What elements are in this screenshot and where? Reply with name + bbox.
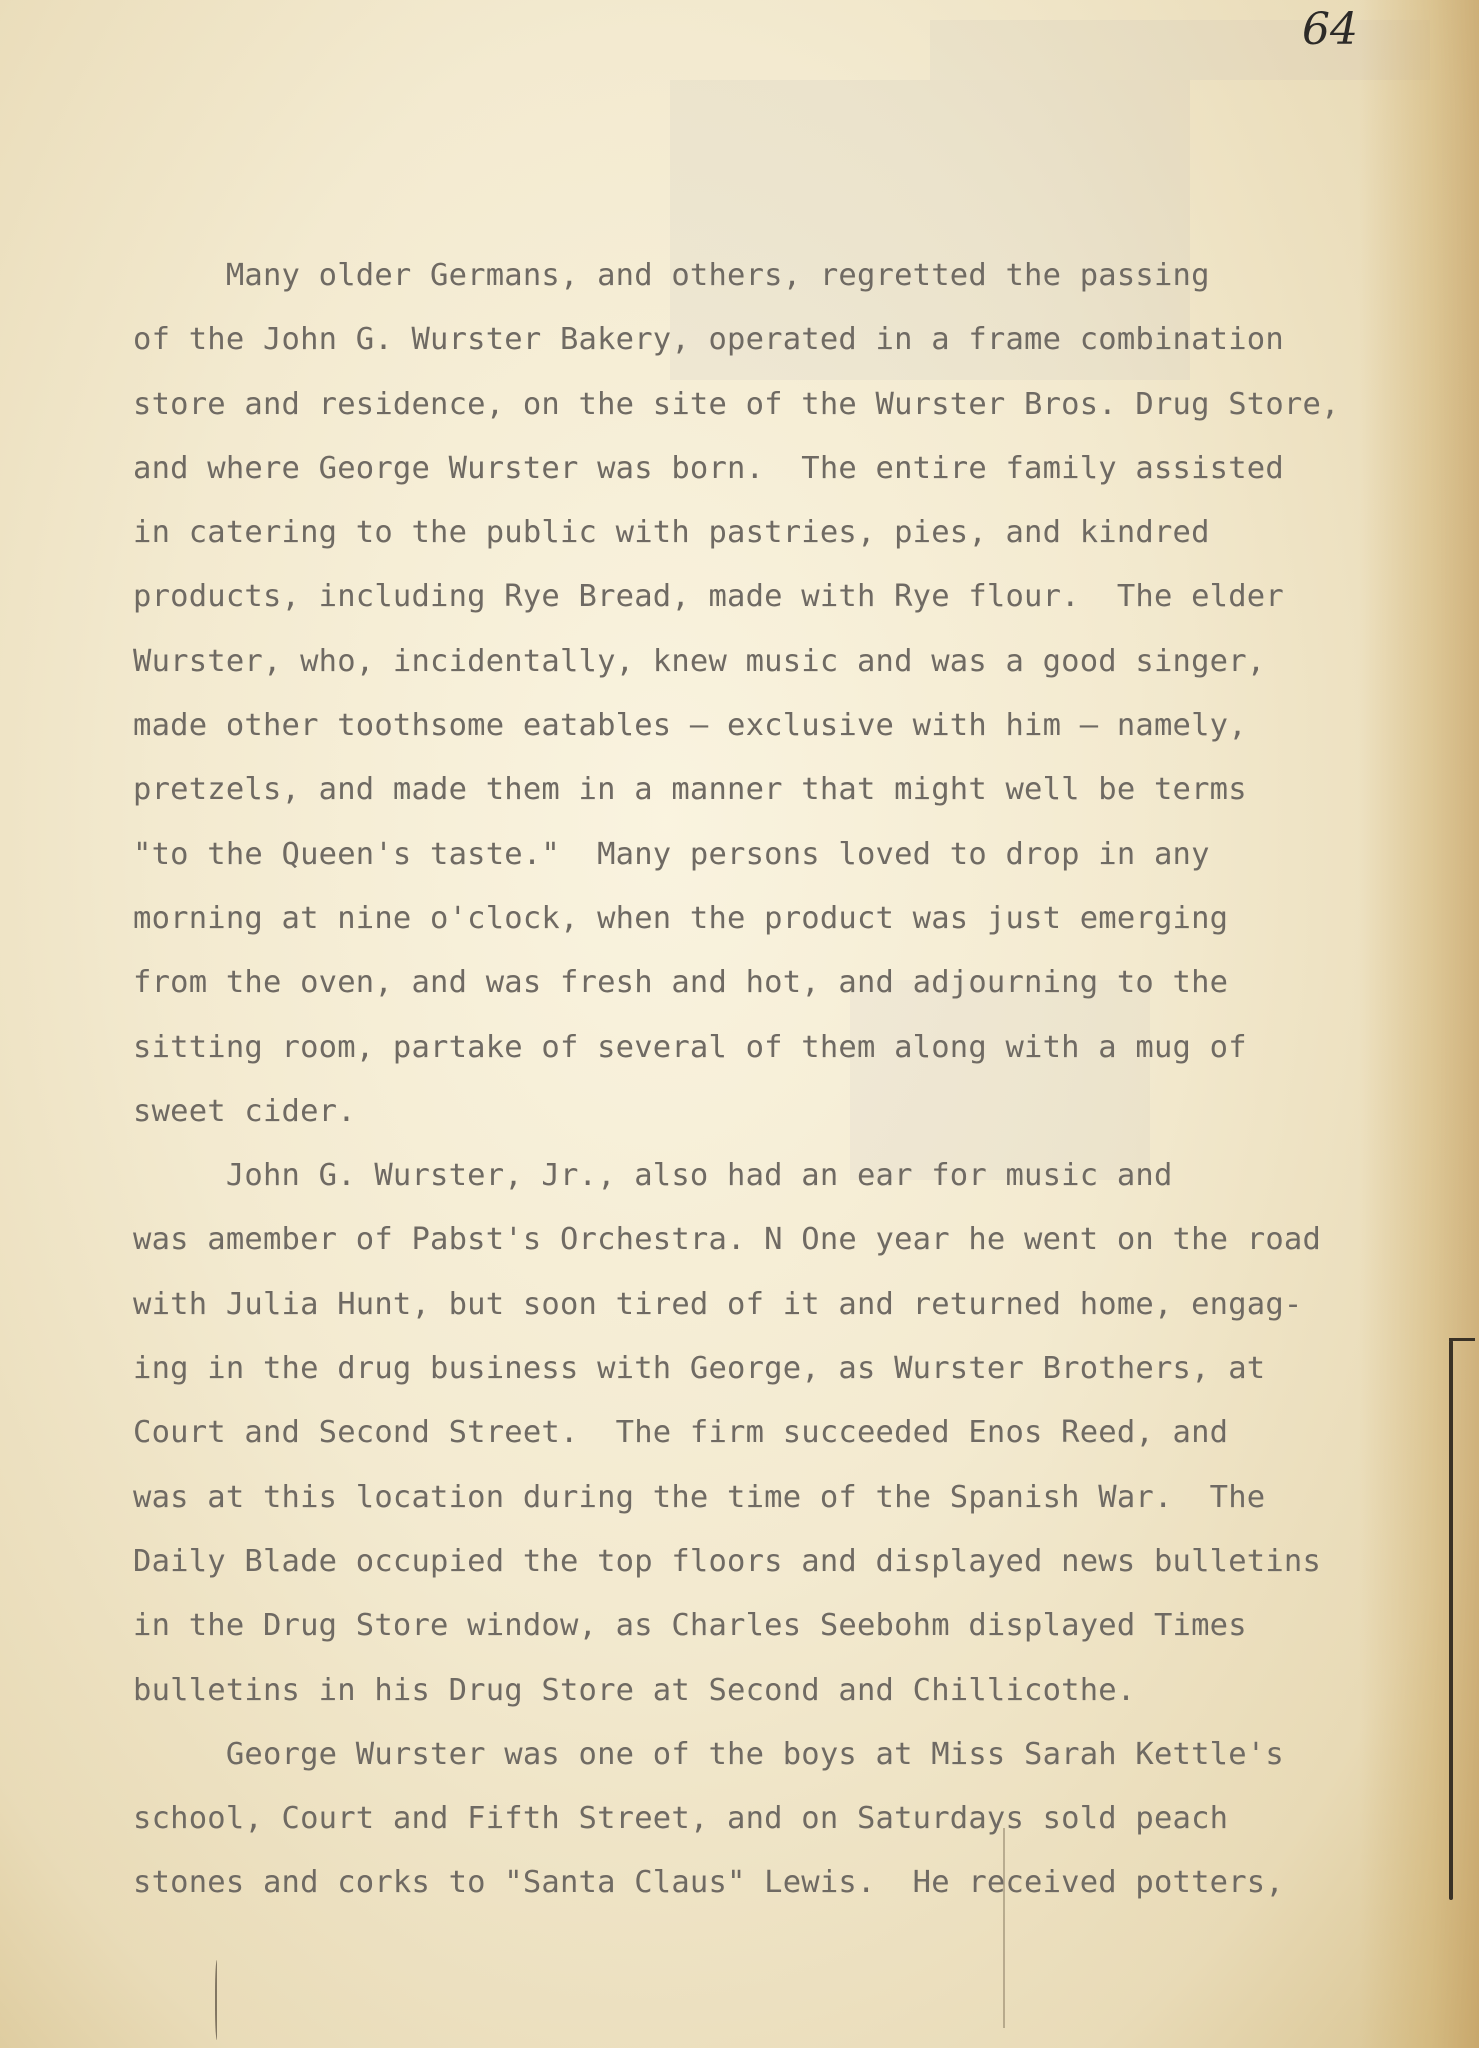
text-line: and where George Wurster was born. The entire family assisted [133, 450, 1284, 486]
bottom-crease [215, 1960, 220, 2040]
text-line: was amember of Pabst's Orchestra. N One year he went on the road [133, 1222, 1322, 1258]
text-line: sweet cider. [133, 1093, 356, 1129]
text-line: store and residence, on the site of the Wurster Bros. Drug Store, [133, 386, 1340, 422]
text-line: "to the Queen's taste." Many persons loved to drop in any [133, 836, 1210, 872]
text-line: ing in the drug business with George, as Wurster Brothers, at [133, 1351, 1266, 1387]
text-line: made other toothsome eatables — exclusive with him — namely, [133, 708, 1247, 744]
text-line: George Wurster was one of the boys at Miss Sarah Kettle's [133, 1736, 1284, 1772]
text-line: bulletins in his Drug Store at Second and Chillicothe. [133, 1672, 1136, 1708]
text-line: of the John G. Wurster Bakery, operated in a frame combination [133, 322, 1284, 358]
text-line: John G. Wurster, Jr., also had an ear for music and [133, 1158, 1173, 1194]
text-line: products, including Rye Bread, made with Rye flour. The elder [133, 579, 1284, 615]
text-line: was at this location during the time of the Spanish War. The [133, 1479, 1266, 1515]
text-line: from the oven, and was fresh and hot, and adjourning to the [133, 965, 1229, 1001]
text-line: morning at nine o'clock, when the product was just emerging [133, 900, 1229, 936]
text-line: in catering to the public with pastries, pies, and kindred [133, 515, 1210, 551]
text-line: Many older Germans, and others, regretted the passing [133, 258, 1210, 293]
edge-tear-mark [1449, 1340, 1453, 1900]
text-line: sitting room, partake of several of them along with a mug of [133, 1029, 1247, 1065]
text-line: pretzels, and made them in a manner that might well be terms [133, 772, 1247, 808]
body-text [133, 244, 1433, 1916]
text-line: Court and Second Street. The firm succeeded Enos Reed, and [133, 1415, 1229, 1451]
text-line: with Julia Hunt, but soon tired of it and returned home, engag- [133, 1286, 1303, 1322]
text-line: in the Drug Store window, as Charles Seebohm displayed Times [133, 1608, 1247, 1644]
text-line: Wurster, who, incidentally, knew music and was a good singer, [133, 643, 1266, 679]
text-line: Daily Blade occupied the top floors and displayed news bulletins [133, 1543, 1322, 1579]
text-line: stones and corks to "Santa Claus" Lewis. He received potters, [133, 1865, 1284, 1901]
page-number: 64 [1302, 4, 1358, 55]
text-line: school, Court and Fifth Street, and on Saturdays sold peach [133, 1801, 1229, 1837]
